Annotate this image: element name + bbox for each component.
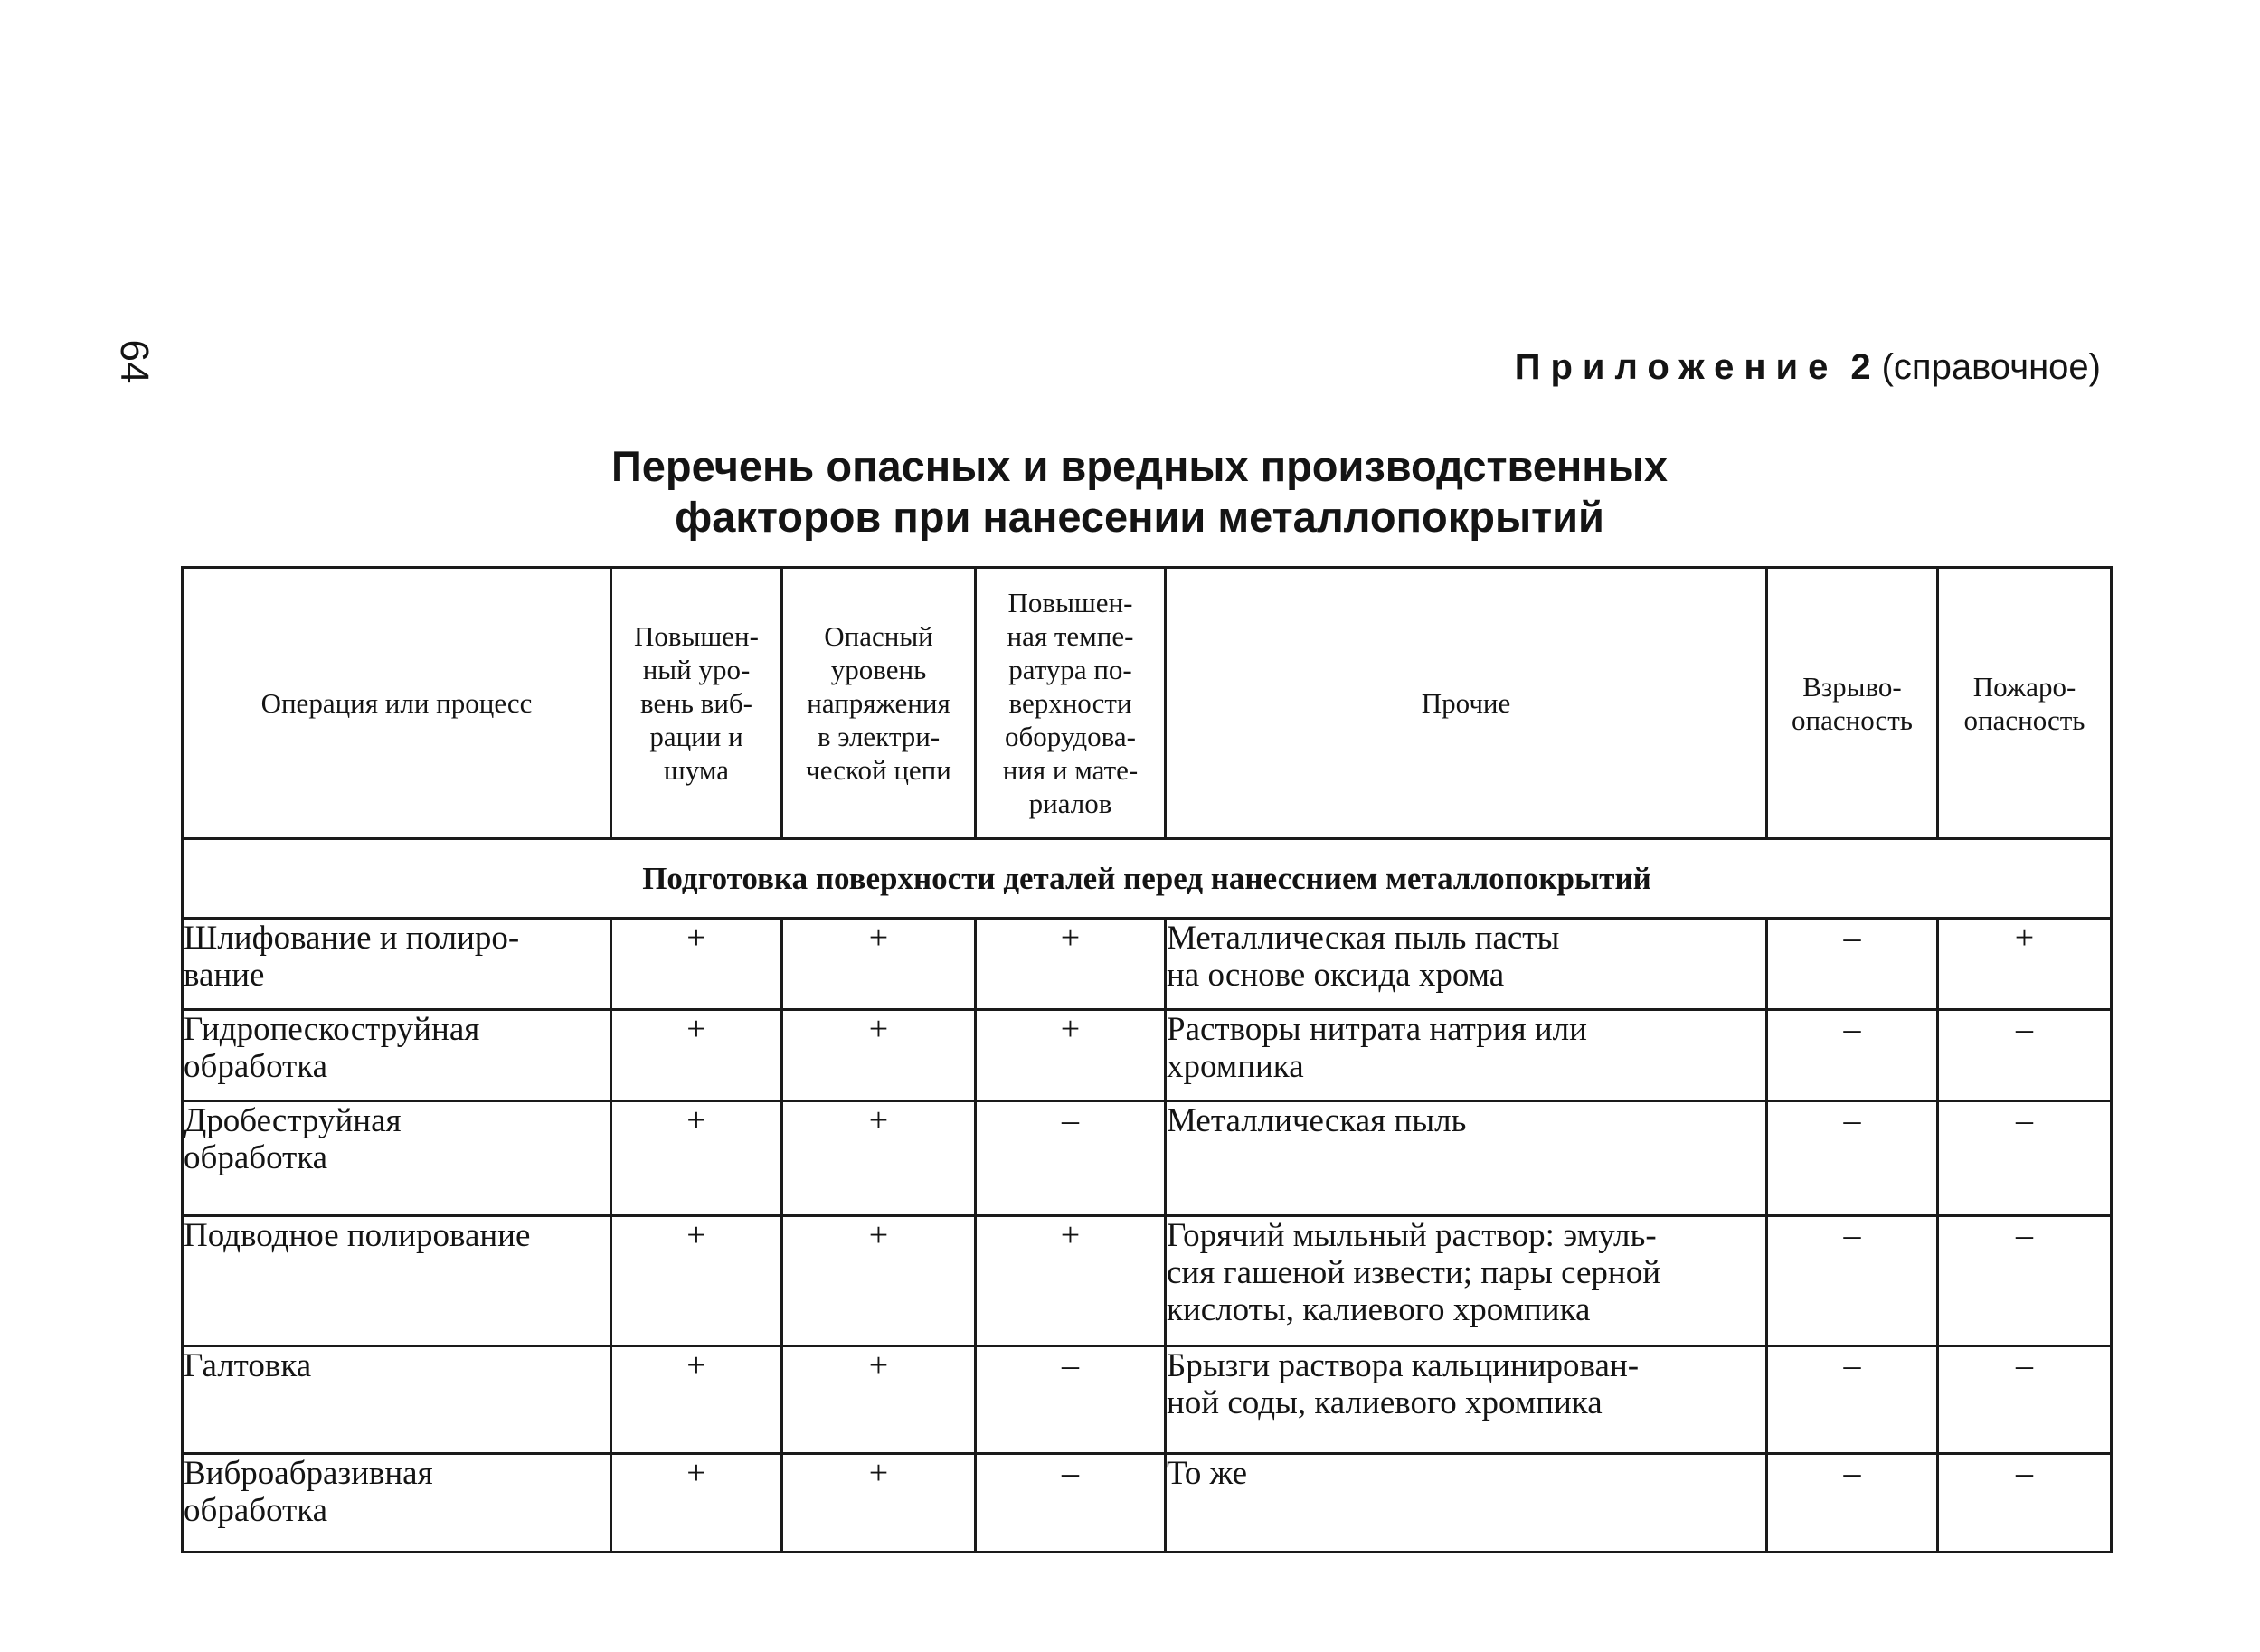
explosion-mark: – [1767,1346,1938,1454]
section-row [183,839,2112,919]
header-text-line: напряжения [807,687,950,719]
header-text-line: ный уро- [642,654,751,685]
document-title-line-1: Перечень опасных и вредных производственных [611,442,1668,490]
other-factors-cell [1166,1101,1767,1216]
header-text-line: в электри- [817,721,941,752]
operation-cell [183,1346,611,1454]
header-text-line: опасность [1963,703,2085,736]
operation-line: обработка [184,1048,328,1085]
other-factors-line: ной соды, калиевого хромпика [1167,1384,1603,1421]
appendix-word: Приложение [1514,347,1839,387]
header-voltage [782,568,976,839]
explosion-mark: – [1767,1010,1938,1101]
header-text-line: рации и [649,721,743,752]
temperature-mark: + [976,1010,1166,1101]
header-text-line: оборудова- [1005,721,1136,752]
table-header-row [183,568,2112,839]
operation-cell [183,1454,611,1553]
header-text-line: Опасный [824,620,933,652]
other-factors-line: сия гашеной извести; пары серной [1167,1254,1661,1291]
operation-cell [183,1216,611,1346]
header-text-line: Операция или процесс [260,687,533,719]
operation-line: Подводное полирование [184,1217,531,1254]
other-factors-line: кислоты, калиевого хромпика [1167,1291,1591,1328]
operation-line: Шлифование и полиро- [184,920,520,957]
temperature-mark: – [976,1101,1166,1216]
operation-line: Виброабразивная [184,1455,433,1492]
other-factors-cell [1166,1216,1767,1346]
page-number: 64 [112,339,156,384]
header-text-line: уровень [830,654,927,685]
header-text-line: Прочие [1421,687,1511,719]
operation-cell [183,1101,611,1216]
other-factors-cell [1166,1346,1767,1454]
other-factors-line: То же [1167,1455,1248,1492]
other-factors-line: Горячий мыльный раствор: эмуль- [1167,1217,1657,1254]
other-factors-line: Металлическая пыль пасты [1167,920,1560,957]
vibration-mark: + [611,919,782,1010]
header-temperature [976,568,1166,839]
section-title: Подготовка поверхности деталей перед нанесснием металлопокрытий [183,839,2112,919]
voltage-mark: + [782,1010,976,1101]
header-vibration-noise [611,568,782,839]
header-text-line: Пожаро- [1972,670,2076,703]
fire-mark: – [1938,1346,2112,1454]
header-text-line: опасность [1792,703,1913,736]
voltage-mark: + [782,1454,976,1553]
header-fire [1938,568,2112,839]
fire-mark: – [1938,1101,2112,1216]
temperature-mark: + [976,919,1166,1010]
table-row [183,919,2112,1010]
other-factors-line: Брызги раствора кальцинирован- [1167,1347,1640,1384]
fire-mark: – [1938,1010,2112,1101]
appendix-number: 2 [1850,347,1871,387]
vibration-mark: + [611,1010,782,1101]
operation-cell [183,919,611,1010]
header-text-line: риалов [1028,788,1112,819]
explosion-mark: – [1767,1454,1938,1553]
header-other [1166,568,1767,839]
voltage-mark: + [782,1101,976,1216]
header-text-line: шума [663,754,730,786]
table-row [183,1454,2112,1553]
other-factors-cell [1166,1010,1767,1101]
document-title-line-2: факторов при нанесении металлопокрытий [675,493,1604,541]
voltage-mark: + [782,919,976,1010]
fire-mark: – [1938,1454,2112,1553]
explosion-mark: – [1767,1101,1938,1216]
header-text-line: Повышен- [1007,587,1133,618]
other-factors-line: хромпика [1167,1048,1304,1085]
other-factors-line: Растворы нитрата натрия или [1167,1011,1587,1048]
document-title [362,441,1917,543]
temperature-mark: + [976,1216,1166,1346]
table-row [183,1216,2112,1346]
header-text-line: ная темпе- [1007,620,1134,652]
header-text-line: Повышен- [634,620,759,652]
operation-line: Галтовка [184,1347,312,1384]
header-text-line: вень виб- [639,687,752,719]
other-factors-line: Металлическая пыль [1167,1102,1467,1139]
vibration-mark: + [611,1346,782,1454]
other-factors-line: на основе оксида хрома [1167,957,1505,994]
header-text-line: ческой цепи [806,754,951,786]
temperature-mark: – [976,1454,1166,1553]
header-text-line: ния и мате- [1002,754,1139,786]
header-text-line: ратура по- [1008,654,1132,685]
temperature-mark: – [976,1346,1166,1454]
header-explosion [1767,568,1938,839]
fire-mark: – [1938,1216,2112,1346]
explosion-mark: – [1767,919,1938,1010]
operation-line: Гидропескоструйная [184,1011,480,1048]
operation-line: вание [184,957,265,994]
explosion-mark: – [1767,1216,1938,1346]
voltage-mark: + [782,1346,976,1454]
voltage-mark: + [782,1216,976,1346]
other-factors-cell [1166,1454,1767,1553]
appendix-kind: (справочное) [1881,347,2101,387]
header-operation [183,568,611,839]
operation-cell [183,1010,611,1101]
fire-mark: + [1938,919,2112,1010]
operation-line: Дробеструйная [184,1102,402,1139]
table-row [183,1101,2112,1216]
operation-line: обработка [184,1492,328,1529]
header-text-line: верхности [1008,687,1132,719]
table-row [183,1346,2112,1454]
operation-line: обработка [184,1139,328,1176]
appendix-label [1515,344,2101,391]
vibration-mark: + [611,1454,782,1553]
vibration-mark: + [611,1216,782,1346]
vibration-mark: + [611,1101,782,1216]
other-factors-cell [1166,919,1767,1010]
header-text-line: Взрыво- [1802,670,1902,703]
hazard-factors-table [181,566,2113,1553]
table-row [183,1010,2112,1101]
